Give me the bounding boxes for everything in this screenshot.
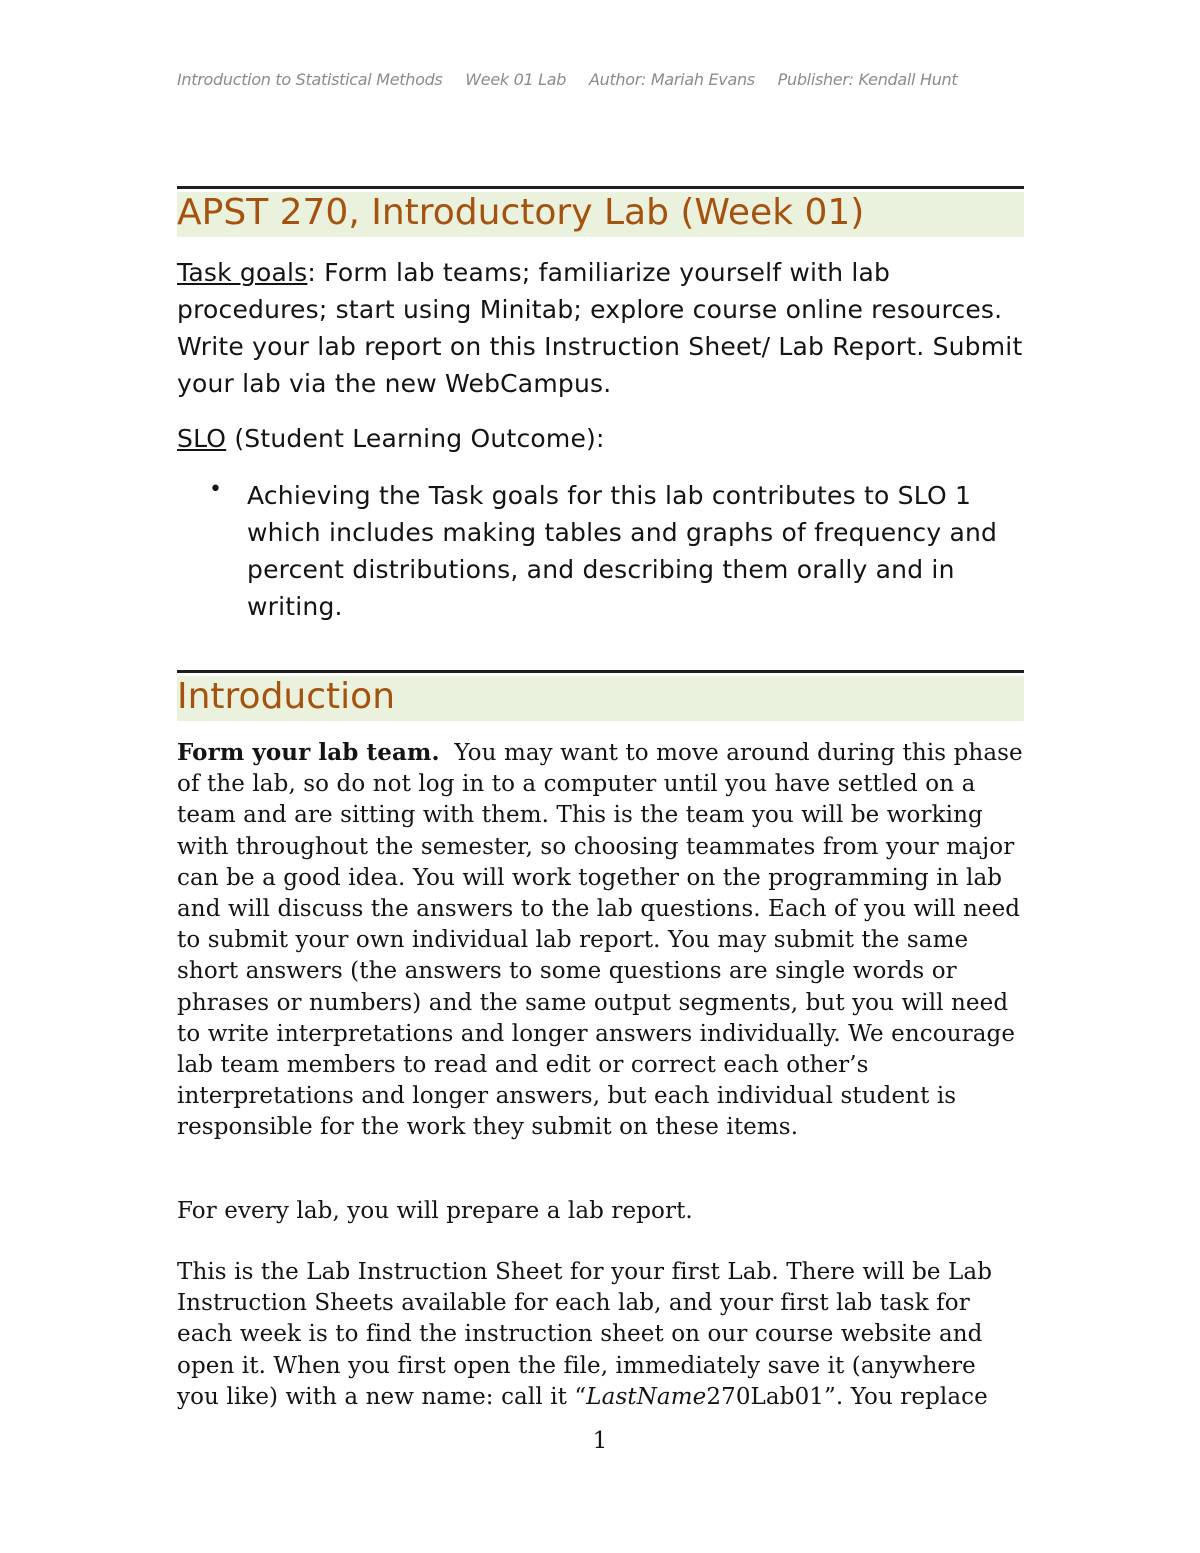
page-number: 1 <box>592 1428 608 1454</box>
section-title: APST 270, Introductory Lab (Week 01) <box>177 192 865 233</box>
slo-label: SLO <box>177 424 227 453</box>
header-week: Week 01 Lab <box>465 70 567 89</box>
slo-text: (Student Learning Outcome): <box>226 424 605 453</box>
section-title: Introduction <box>177 676 396 717</box>
header-course: Introduction to Statistical Methods <box>177 70 443 89</box>
task-goals-label: Task goals <box>177 258 308 287</box>
instructions-text-italic: LastName <box>586 1383 707 1410</box>
bullet-list <box>0 477 1200 637</box>
section-rule <box>177 670 1024 673</box>
header-author: Author: Mariah Evans <box>588 70 755 89</box>
section-rule <box>177 186 1024 189</box>
bullet-icon: • <box>209 477 222 502</box>
instructions-text-start: This is the Lab Instruction Sheet for your first Lab. There will be Lab Instruction Sheets available for each lab, and your first lab task for each week is to find the instruction sheet on our course website and open it. When you first open the file, immediately save it (anywhere you like) with a new name: call it “ <box>177 1259 993 1410</box>
slo-paragraph <box>177 420 1024 457</box>
intro-bold-lead: Form your lab team. <box>177 739 440 766</box>
task-goals-text: : Form lab teams; familiarize yourself with lab procedures; start using Minitab; explore course online resources. Write your lab report on this Instruction Sheet/ Lab Report. Submit your lab via the new WebCampus. <box>177 258 1023 398</box>
intro-paragraph-team <box>177 737 1024 1144</box>
intro-paragraph-report: For every lab, you will prepare a lab report. <box>177 1198 693 1224</box>
intro-body-text: You may want to move around during this phase of the lab, so do not log in to a computer until you have settled on a team and are sitting with them. This is the team you will be working with throughout the semester, so choosing teammates from your major can be a good idea. You will work together on the programming in lab and will discuss the answers to the lab questions. Each of you will need to submit your own individual lab report. You may submit the same short answers (the answers to some questions are single words or phrases or numbers) and the same output segments, but you will need to write interpretations and longer answers individually. We encourage lab team members to read and edit or correct each other’s interpretations and longer answers, but each individual student is responsible for the work they submit on these items. <box>177 740 1023 1141</box>
running-header <box>177 70 1037 89</box>
header-publisher: Publisher: Kendall Hunt <box>777 70 958 89</box>
instructions-text-end: 270Lab01”. You replace <box>706 1383 988 1410</box>
intro-paragraph-instructions <box>177 1257 1024 1413</box>
task-goals-paragraph <box>177 254 1024 402</box>
bullet-item: Achieving the Task goals for this lab contributes to SLO 1 which includes making tables and graphs of frequency and percent distributions, and describing them orally and in writing. <box>247 481 998 621</box>
